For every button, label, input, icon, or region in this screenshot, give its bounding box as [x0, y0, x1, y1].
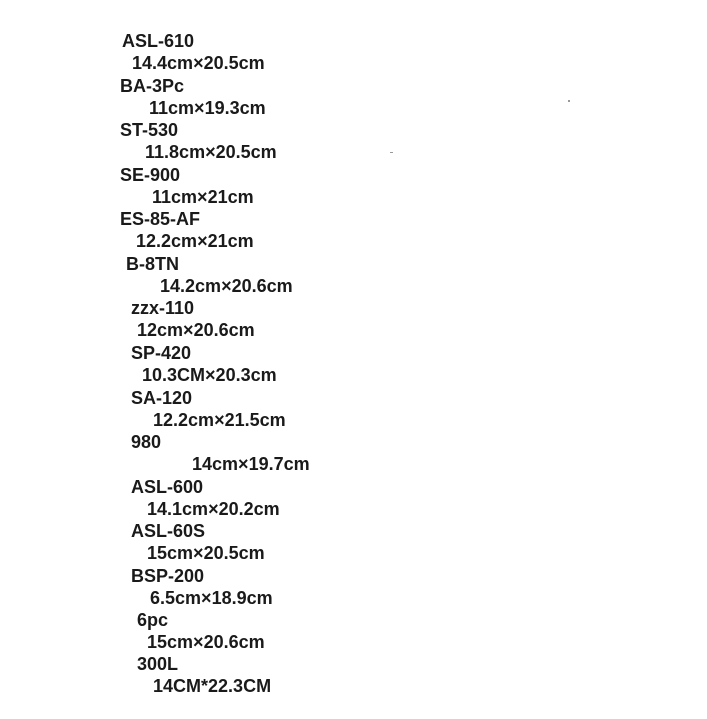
model-label: ASL-60S — [131, 521, 206, 541]
size-value: 14.1cm×20.2cm — [147, 499, 280, 519]
model-label: 300L — [137, 654, 179, 674]
model-label: ST-530 — [120, 120, 179, 140]
model-label: ES-85-AF — [120, 209, 201, 229]
size-value: 15cm×20.6cm — [147, 632, 265, 652]
size-value: 11.8cm×20.5cm — [145, 142, 277, 162]
model-label: SP-420 — [131, 343, 192, 363]
model-label: ASL-610 — [122, 31, 195, 51]
scan-speck — [390, 152, 393, 153]
size-value: 12.2cm×21.5cm — [153, 410, 286, 430]
size-value: 14cm×19.7cm — [192, 454, 310, 474]
model-label: 6pc — [137, 610, 169, 630]
size-value: 14.4cm×20.5cm — [132, 53, 265, 73]
size-value: 11cm×19.3cm — [149, 98, 266, 118]
size-value: 6.5cm×18.9cm — [150, 588, 273, 608]
size-value: 12cm×20.6cm — [137, 320, 255, 340]
model-label: SA-120 — [131, 388, 193, 408]
size-value: 15cm×20.5cm — [147, 543, 265, 563]
model-label: zzx-110 — [131, 298, 195, 318]
size-value: 14CM*22.3CM — [153, 676, 272, 696]
list-item — [117, 631, 271, 719]
scan-speck — [568, 100, 570, 102]
model-label: ASL-600 — [131, 477, 204, 497]
model-label: 980 — [131, 432, 162, 452]
model-label: BA-3Pc — [120, 76, 185, 96]
size-value: 11cm×21cm — [152, 187, 254, 207]
size-value: 10.3CM×20.3cm — [142, 365, 277, 385]
model-label: B-8TN — [126, 254, 180, 274]
model-label: SE-900 — [120, 165, 181, 185]
size-value: 14.2cm×20.6cm — [160, 276, 293, 296]
size-value: 12.2cm×21cm — [136, 231, 254, 251]
model-label: BSP-200 — [131, 566, 205, 586]
